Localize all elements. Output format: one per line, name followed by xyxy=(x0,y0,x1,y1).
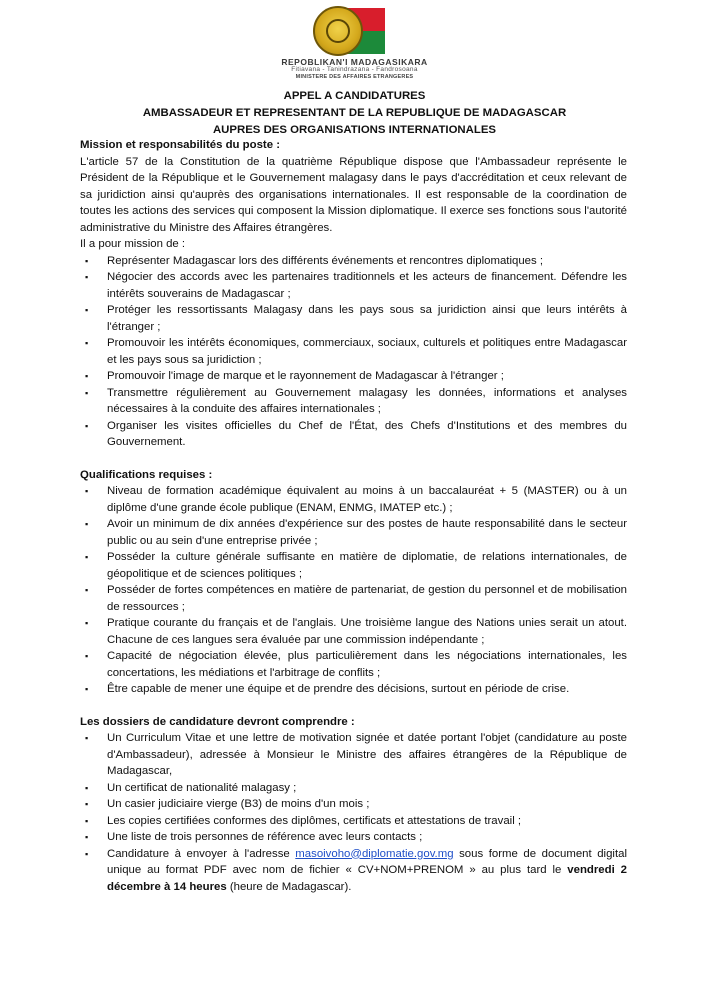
submission-text-after: (heure de Madagascar). xyxy=(226,880,352,893)
document-body xyxy=(80,137,627,895)
list-item: ▪ Représenter Madagascar lors des différents événements et rencontres diplomatiques ; xyxy=(80,253,627,270)
list-item: ▪ Capacité de négociation élevée, plus particulièrement dans les négociations internationales, les concertations, les médiations et l'arbitrage de conflits ; xyxy=(80,648,627,681)
document-title-block xyxy=(0,88,709,139)
list-item: ▪ Un Curriculum Vitae et une lettre de motivation signée et datée portant l'objet (candidature au poste d'Ambassadeur), adressée à Monsieur le Ministre des affaires étrangères de la République de Madagascar, xyxy=(80,730,627,780)
list-item: ▪ Pratique courante du français et de l'anglais. Une troisième langue des Nations unies serait un atout. Chacune de ces langues sera évaluée par une commission indépendante ; xyxy=(80,615,627,648)
list-item: ▪ Transmettre régulièrement au Gouvernement malagasy les données, informations et analyses nécessaires à la conduite des affaires internationales ; xyxy=(80,385,627,418)
qualifications-list xyxy=(80,483,627,698)
list-item: ▪ Protéger les ressortissants Malagasy dans les pays sous sa juridiction ainsi que leurs intérêts à l'étranger ; xyxy=(80,302,627,335)
ministry-name: MINISTERE DES AFFAIRES ETRANGERES xyxy=(295,74,414,80)
list-item-submission xyxy=(80,846,627,896)
dossiers-section-title: Les dossiers de candidature devront comprendre : xyxy=(80,715,355,728)
submission-text-middle: sous forme de document digital unique au format PDF avec nom de fichier « CV+NOM+PRENOM » au plus tard le xyxy=(107,847,627,876)
dossiers-list xyxy=(80,730,627,895)
letterhead xyxy=(0,0,709,90)
list-item: ▪ Être capable de mener une équipe et de prendre des décisions, surtout en période de crise. xyxy=(80,681,627,698)
mission-list xyxy=(80,253,627,451)
mission-section-title: Mission et responsabilités du poste : xyxy=(80,139,281,151)
title-line-3: AUPRES DES ORGANISATIONS INTERNATIONALES xyxy=(212,124,497,136)
list-item: ▪ Avoir un minimum de dix années d'expérience sur des postes de haute responsabilité dans le secteur public ou au sein d'une entreprise privée ; xyxy=(80,516,627,549)
list-item: ▪ Posséder de fortes compétences en matière de partenariat, de gestion du personnel et de mobilisation de ressources ; xyxy=(80,582,627,615)
list-item: ▪ Niveau de formation académique équivalent au moins à un baccalauréat + 5 (MASTER) ou à un diplôme d'une grande école publique (ENAM, ENMG, IMATEP etc.) ; xyxy=(80,483,627,516)
deadline-text: vendredi 2 décembre à 14 heures xyxy=(107,864,628,893)
title-line-2: AMBASSADEUR ET REPRESENTANT DE LA REPUBLIQUE DE MADAGASCAR xyxy=(142,107,567,119)
republic-name: REPOBLIKAN'I MADAGASIKARA xyxy=(281,57,428,67)
national-seal-icon xyxy=(313,6,363,56)
mission-intro: L'article 57 de la Constitution de la quatrième République dispose que l'Ambassadeur représente le Président de la République et le Gouvernement malagasy dans le pays d'accréditation et ceux relevant de sa juridiction ainsi qu'auprès des organisations internationales. Il est responsable de la coordination de toutes les actions des services qui composent la Mission diplomatique. Il exerce ses fonctions sous l'autorité administrative du Ministre des Affaires étrangères. xyxy=(80,155,627,234)
list-item: ▪ Posséder la culture générale suffisante en matière de diplomatie, de relations internationales, de géopolitique et de sciences politiques ; xyxy=(80,549,627,582)
mission-lead: Il a pour mission de : xyxy=(80,238,186,250)
title-line-1: APPEL A CANDIDATURES xyxy=(283,90,426,102)
list-item: ▪ Organiser les visites officielles du Chef de l'État, des Chefs d'Institutions et des membres du Gouvernement. xyxy=(80,418,627,451)
list-item: ▪ Une liste de trois personnes de référence avec leurs contacts ; xyxy=(80,829,627,846)
list-item: ▪ Promouvoir les intérêts économiques, commerciaux, sociaux, culturels et politiques entre Madagascar et les pays sous sa juridiction ; xyxy=(80,335,627,368)
list-item: ▪ Négocier des accords avec les partenaires traditionnels et les acteurs de financement. Défendre les intérêts souverains de Madagascar ; xyxy=(80,269,627,302)
submission-text-before: Candidature à envoyer à l'adresse xyxy=(107,847,296,860)
list-item: ▪ Un certificat de nationalité malagasy ; xyxy=(80,780,627,797)
national-motto: Fitiavana - Tanindrazana - Fandrosoana xyxy=(291,66,418,73)
contact-email-link[interactable]: masoivoho@diplomatie.gov.mg xyxy=(295,847,454,860)
list-item: ▪ Promouvoir l'image de marque et le rayonnement de Madagascar à l'étranger ; xyxy=(80,368,627,385)
qualifications-section-title: Qualifications requises : xyxy=(80,468,213,481)
list-item: ▪ Les copies certifiées conformes des diplômes, certificats et attestations de travail ; xyxy=(80,813,627,830)
list-item: ▪ Un casier judiciaire vierge (B3) de moins d'un mois ; xyxy=(80,796,627,813)
